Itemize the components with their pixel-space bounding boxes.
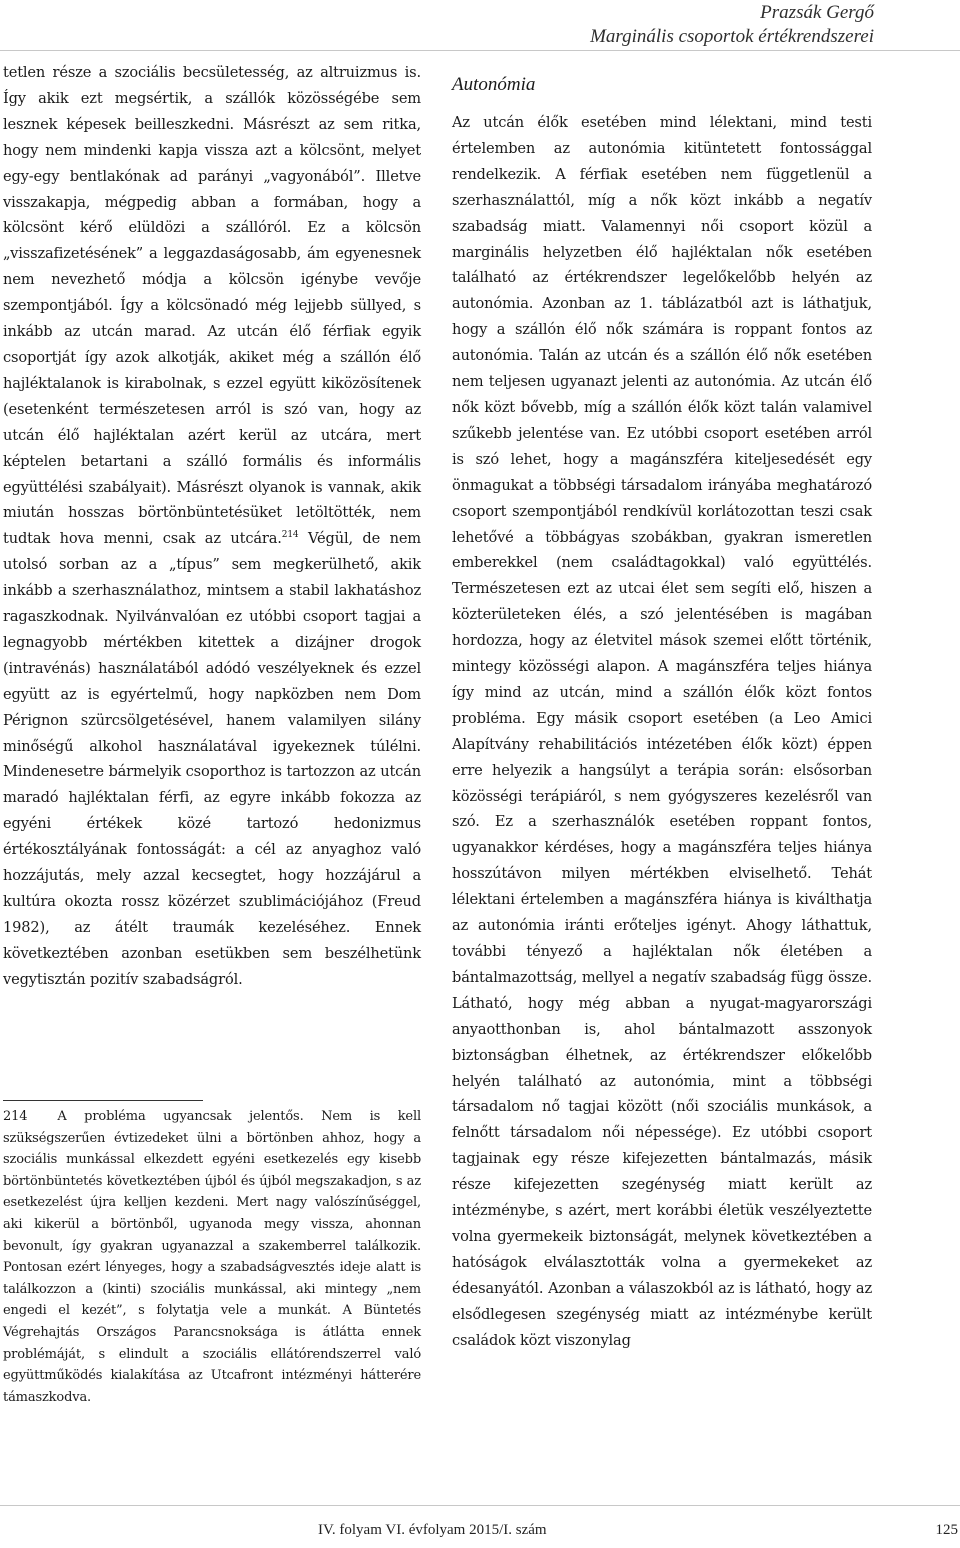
- running-header: [590, 1, 874, 49]
- left-column-paragraph: [3, 60, 421, 993]
- left-text-part-2: Végül, de nem utolsó sorban az a „típus” sem megkerülhető, akik inkább a szerhasználathoz, mintsem a stabil lakhatáshoz ragaszkodnak. Nyilvánvalóan ez utóbbi csoport tagjai a legnagyobb mértékben kitettek a dizájner drogok (intravénás) használatából adódó veszélyeknek és ezzel együtt az is egyértelmű, hogy napközben nem Dom Pérignon szürcsölgetésével, hanem valamilyen silány minőségű alkohol használatával igyekeznek túlélni. Mindenesetre bármelyik csoporthoz is tartozzon az utcán maradó hajléktalan férfi, az egyre inkább fokozza az egyéni értékek közé tartozó hedonizmus értékosztályának fontosságát: a cél az anyaghoz való hozzájutás, mely azzal kecsegtet, hogy hozzájárul a kultúra okozta rossz közérzet szublimációjához (Freud 1982), az átélt traumák kezeléséhez. Ennek következtében azonban esetükben sem beszélhetünk vegytisztán pozitív szabadságról.: [3, 530, 421, 988]
- section-heading: Autonómia: [452, 74, 536, 95]
- footnote-number: 214: [3, 1109, 28, 1124]
- footnote-text: A probléma ugyancsak jelentős. Nem is kell szükségszerűen évtizedeket ülni a börtönben ahhoz, hogy a szociális munkással elkezdett egyéni esetkezelés egy kisebb börtönbüntetés következtében újból és újból megszakadjon, s az esetkezelést újra kelljen kezdeni. Mert nagy valószínűséggel, aki kikerül a börtönből, ugyanoda megy vissza, ahonnan bevonult, így gyakran ugyanazzal a szakemberrel találkozik. Pontosan ezért lényeges, hogy a szabadságvesztés ideje alatt is találkozzon a (kinti) szociális munkással, aki mintegy „nem engedi el kezét”, s folytatja vele a munkát. A Büntetés Végrehajtás Országos Parancsnoksága is átlátta ennek problémáját, s elindult a szociális ellátórendszerrel való együttműködés kialakítása az Utcafront intézményi hátterére támaszkodva.: [3, 1109, 421, 1405]
- header-article-title: Marginális csoportok értékrendszerei: [590, 26, 874, 47]
- header-divider: [0, 50, 960, 51]
- footnote: [3, 1106, 421, 1408]
- footnote-divider: [3, 1100, 203, 1101]
- right-column: [452, 60, 872, 1354]
- page-number: 125: [935, 1522, 958, 1538]
- right-column-paragraph: Az utcán élők esetében mind lélektani, mind testi értelemben az autonómia kitüntetett fontossággal rendelkezik. A férfiak esetében nem függetlenül a szerhasználattól, míg a nők közt inkább a negatív szabadság miatt. Valamennyi női csoport közül a marginális helyzetben élő hajléktalan nők esetében található az értékrendszer legelőkelőbb helyén az autonómia. Azonban az 1. táblázatból azt is láthatjuk, hogy a szállón élő nők számára is roppant fontos az autonómia. Talán az utcán és a szállón élő nők esetében nem teljesen ugyanazt jelenti az autonómia. Az utcán élő nők közt bővebb, míg a szállón élők közt talán valamivel szűkebb jelentése van. Ez utóbbi csoport esetében arról is szó lehet, hogy a magánszféra kiteljesedését egy önmagukat a többségi társadalom irányába meghatározó csoport szempontjából rendkívül korlátozottan teszi csak lehetővé a többágyas szobákban, gyakran ismeretlen emberekkel (nem családtagokkal) való együttélés. Természetesen ezt az utcai élet sem segíti elő, hiszen a közterületeken élés, a szó jelentésében is magában hordozza, hogy az életvitel mások szemei előtt történik, mintegy közösségi alapon. A magánszféra teljes hiánya így mind az utcán, mind a szállón élők közt fontos probléma. Egy másik csoport esetében (a Leo Amici Alapítvány rehabilitációs intézetében élők közt) éppen erre helyezik a hangsúlyt a terápia során: elsősorban közösségi terápiáról, s nem gyógyszeres kezelésről van szó. Ez a szerhasználók esetében roppant fontos, ugyanakkor kérdéses, hogy a magánszféra teljes hiánya hosszútávon milyen mértékben elviselhető. Tehát lélektani értelemben a magánszféra hiánya is kiválthatja az autonómia iránti erőteljes igényt. Ahogy láthattuk, további tényező a hajléktalan nők életében a bántalmazottság, mellyel a negatív szabadság függ össze. Látható, hogy még abban a nyugat-magyarországi anyaotthonban is, ahol bántalmazott asszonyok biztonságban élhetnek, az értékrendszer előkelőbb helyén található az autonómia, mint a többségi társadalom nő tagjai között (női szociális munkások, a felnőtt társadalom női népessége). Ez utóbbi csoport tagjainak egy része kifejezetten bántalmazás, másik része kifejezetten szegénység miatt került az intézménybe, s azért, mert korábbi életük veszélyeztette volna gyermekeik biztonságát, melynek következtében a hatóságok elválasztották volna a gyermekeket az édesanyától. Azonban a válaszokból az is látható, hogy az elsődlegesen szegénység miatt az intézménybe került családok közt viszonylag: [452, 114, 872, 1349]
- journal-issue: IV. folyam VI. évfolyam 2015/I. szám: [318, 1522, 547, 1538]
- header-author: Prazsák Gergő: [760, 2, 874, 23]
- footer-divider: [0, 1505, 960, 1506]
- left-column: [3, 60, 421, 993]
- left-text-part-1: tetlen része a szociális becsületesség, az altruizmus is. Így akik ezt megsértik, a szállók közösségébe sem lesznek képesek beilleszkedni. Másrészt az sem ritka, hogy nem mindenki kapja vissza azt a kölcsönt, melyet egy-egy bentlakónak ad parányi „vagyonából”. Illetve visszakapja, mégpedig abban a formában, hogy a kölcsönt kérő elüldözi a szállóról. Ez a kölcsön „visszafizetésének” a leggazdaságosabb, ám egyenesnek nem nevezhető módja a kölcsön igénybe vevője szempontjából. Így a kölcsönadó még lejjebb süllyed, s inkább az utcán marad. Az utcán élő férfiak egyik csoportját így azok alkotják, akiket még a szállón élő hajléktalanok is kirabolnak, s ezzel együtt kiközösítenek (esetenként természetesen arról is szó van, hogy az utcán élő hajléktalan azért kerül az utcára, mert képtelen betartani a szálló formális és informális együttélési szabályait). Másrészt olyanok is vannak, akik miután hosszas börtönbüntetésüket letöltötték, nem tudtak hova menni, csak az utcára.: [3, 64, 421, 548]
- footnote-reference[interactable]: 214: [281, 530, 299, 541]
